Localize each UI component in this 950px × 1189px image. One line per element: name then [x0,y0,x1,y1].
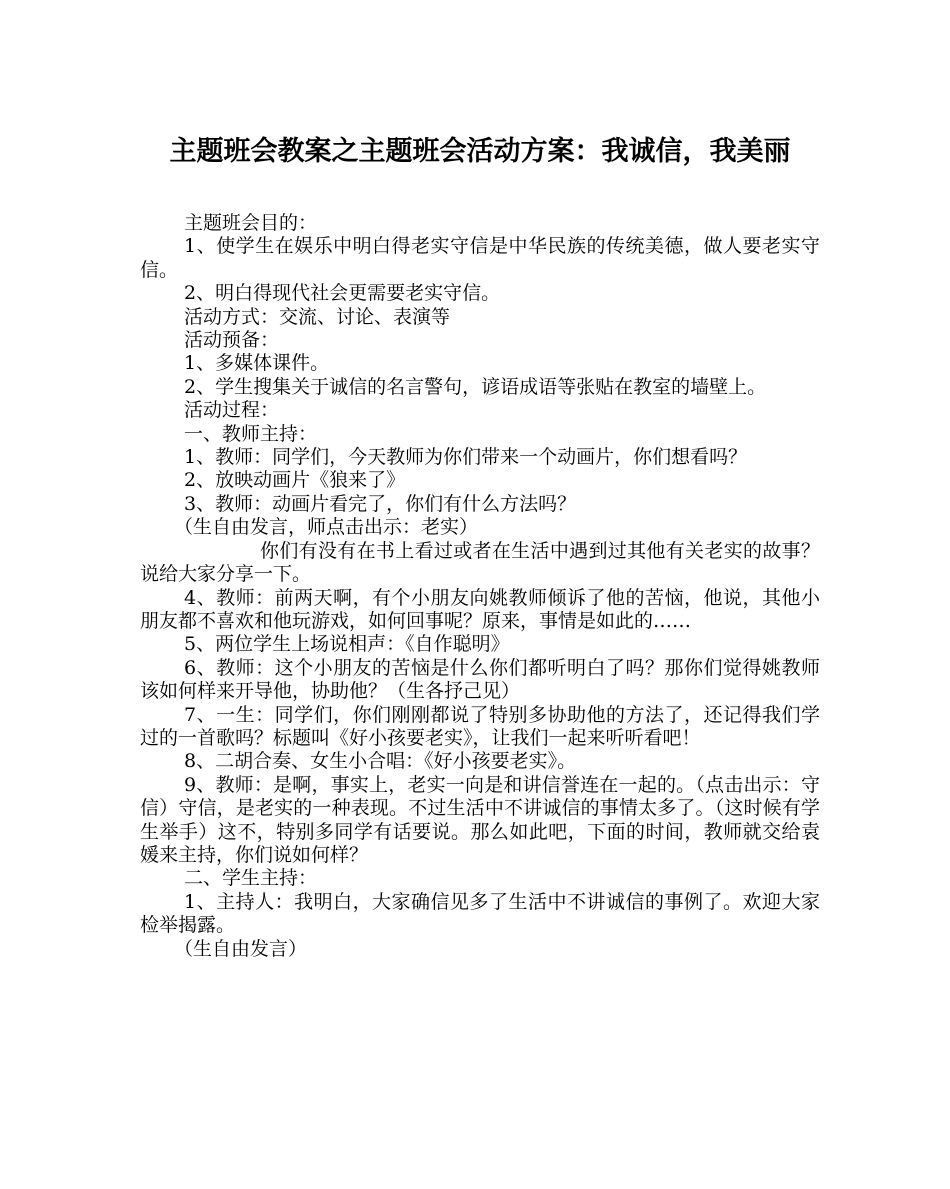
paragraph: 5、两位学生上场说相声：《自作聪明》 [184,633,510,656]
paragraph: 2、学生搜集关于诚信的名言警句，谚语成语等张贴在教室的墙壁上。 [184,375,767,398]
paragraph: 1、使学生在娱乐中明白得老实守信是中华民族的传统美德，做人要老实守信。 [140,235,820,281]
paragraph-process-heading: 活动过程： [184,399,280,422]
paragraph-preparation-heading: 活动预备： [184,329,280,352]
paragraph: 4、教师：前两天啊，有个小朋友向姚教师倾诉了他的苦恼，他说，其他小朋友都不喜欢和他玩游戏，如何回事呢？原来，事情是如此的…… [140,586,820,632]
document-title: 主题班会教案之主题班会活动方案：我诚信，我美丽 [169,136,791,167]
paragraph: 2、明白得现代社会更需要老实守信。 [184,282,501,305]
paragraph: 7、一生：同学们，你们刚刚都说了特别多协助他的方法了，还记得我们学过的一首歌吗？标题叫《好小孩要老实》，让我们一起来听听看吧！ [140,703,820,749]
document-body [140,212,820,961]
paragraph: 6、教师：这个小朋友的苦恼是什么你们都听明白了吗？那你们觉得姚教师该如何样来开导他，协助他？（生各抒己见） [140,656,820,703]
paragraph-purpose-heading: 主题班会目的： [184,212,318,234]
paragraph: （生自由发言，师点击出示：老实） [174,516,479,539]
paragraph: 2、放映动画片《狼来了》 [184,469,406,492]
paragraph: 3、教师：动画片看完了，你们有什么方法吗？ [184,492,577,515]
paragraph: 9、教师：是啊，事实上，老实一向是和讲信誉连在一起的。（点击出示：守信）守信，是老实的一种表现。不过生活中不讲诚信的事情太多了。（这时候有学生举手）这不，特别多同学有话要说。那么如此吧，下面的时间，教师就交给袁媛来主持，你们说如何样？ [140,773,820,866]
paragraph: 1、主持人：我明白，大家确信见多了生活中不讲诚信的事例了。欢迎大家检举揭露。 [140,890,820,937]
paragraph: 活动方式：交流、讨论、表演等 [184,305,451,328]
paragraph: 1、多媒体课件。 [184,352,330,375]
paragraph: 8、二胡合奏、女生小合唱：《好小孩要老实》。 [184,750,577,773]
paragraph-section-heading: 一、教师主持： [184,422,318,445]
paragraph: 1、教师：同学们，今天教师为你们带来一个动画片，你们想看吗？ [184,446,748,469]
paragraph-section-heading: 二、学生主持： [184,867,318,890]
paragraph: 你们有没有在书上看过或者在生活中遇到过其他有关老实的故事？说给大家分享一下。 [140,539,820,586]
paragraph: （生自由发言） [174,937,308,960]
